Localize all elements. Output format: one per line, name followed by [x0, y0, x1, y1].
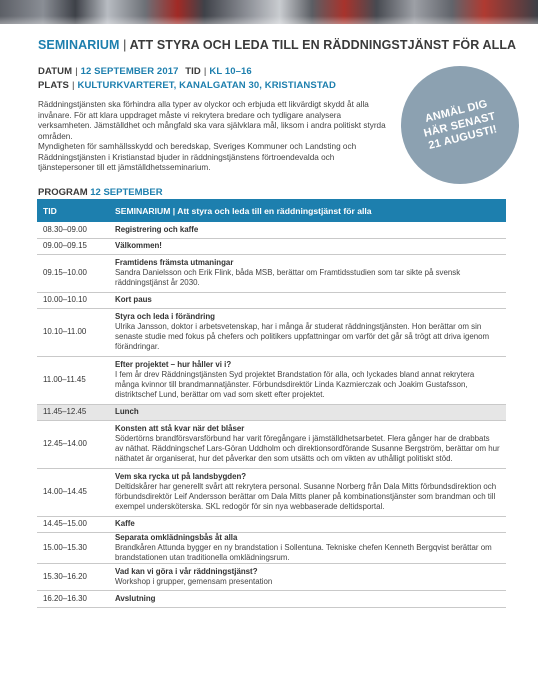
session-description: I fem år drev Räddningstjänsten Syd projektet Brandstation för alla, och lyckades bland annat rekrytera många kvinnor till brandmannatjänster. Förbundsdirektör Linda Kazmierczak och Joakim Gustafsson, distriktschef Lund, berättar om vad som skett efter projektet. — [115, 370, 475, 399]
session-description: Brandkåren Attunda bygger en ny brandstation i Sollentuna. Tekniske chefen Kenneth Bergqvist berättar om brandstationen utan traditionella omklädningsrum. — [115, 542, 492, 562]
title-seminarium: SEMINARIUM — [38, 38, 120, 52]
title-topic: ATT STYRA OCH LEDA TILL EN RÄDDNINGSTJÄNST FÖR ALLA — [129, 38, 517, 52]
row-session — [107, 420, 506, 468]
column-header-time: TID — [37, 199, 107, 222]
table-row — [37, 222, 506, 238]
session-title: Vad kan vi göra i vår räddningstjänst? — [115, 566, 258, 576]
session-title: Separata omklädningsbås åt alla — [115, 532, 238, 542]
row-time: 09.00–09.15 — [37, 238, 107, 254]
session-description: Sandra Danielsson och Erik Flink, båda MSB, berättar om Framtidsstudien som tar sikte på svensk räddningstjänst år 2030. — [115, 268, 461, 287]
program-date: 12 SEPTEMBER — [90, 187, 163, 198]
table-row — [37, 404, 506, 420]
row-session — [107, 532, 506, 563]
intro-paragraph-1: Räddningstjänsten ska förhindra alla typer av olyckor och erbjuda ett likvärdigt skydd åt alla invånare. För att klara uppdraget måste vi rekrytera bredare och tydligare analysera verksamheten. Jämställdhet och mångfald ska vara självklara mål, liksom i andra politiskt styrda områden. — [38, 100, 386, 141]
session-title: Efter projektet – hur håller vi i? — [115, 360, 232, 369]
place-value: KULTURKVARTERET, KANALGATAN 30, KRISTIANSTAD — [77, 80, 336, 91]
place-line — [38, 80, 336, 91]
session-description: Deltidskårer har generellt svårt att rekrytera personal. Susanne Norberg från Dala Mitts förbundsdirektion och förbundsdirektör Leif Andersson berättar om Dala Mitts planer på kombinationstjänster som brandman och till exempel undersköterska. SKL redogör för sin nya webbaserade deltidsportal. — [115, 482, 497, 511]
table-row — [37, 532, 506, 563]
table-row — [37, 292, 506, 308]
session-title: Styra och leda i förändring — [115, 312, 215, 321]
table-row — [37, 563, 506, 590]
session-title: Avslutning — [115, 593, 156, 603]
row-session — [107, 590, 506, 607]
schedule-body — [37, 222, 506, 607]
meta-separator: | — [71, 80, 75, 91]
row-session — [107, 404, 506, 420]
row-time: 10.10–11.00 — [37, 308, 107, 356]
place-label: PLATS — [38, 80, 69, 91]
row-time: 16.20–16.30 — [37, 590, 107, 607]
row-session — [107, 254, 506, 292]
row-time: 11.45–12.45 — [37, 404, 107, 420]
program-heading — [38, 187, 163, 198]
row-time: 15.00–15.30 — [37, 532, 107, 563]
row-session — [107, 308, 506, 356]
row-time: 09.15–10.00 — [37, 254, 107, 292]
session-title: Konsten att stå kvar när det blåser — [115, 424, 245, 433]
session-title: Vem ska rycka ut på landsbygden? — [115, 472, 247, 481]
row-session — [107, 468, 506, 516]
session-description: Workshop i grupper, gemensam presentation — [115, 576, 273, 586]
row-time: 11.00–11.45 — [37, 356, 107, 404]
table-row — [37, 590, 506, 607]
table-row — [37, 254, 506, 292]
row-time: 10.00–10.10 — [37, 292, 107, 308]
row-session — [107, 563, 506, 590]
row-session — [107, 516, 506, 532]
date-label: DATUM — [38, 66, 73, 77]
table-row — [37, 420, 506, 468]
column-header-session: SEMINARIUM | Att styra och leda till en räddningstjänst för alla — [107, 199, 506, 222]
title-separator: | — [123, 38, 127, 52]
intro-paragraph-2: Myndigheten för samhällsskydd och beredskap, Sveriges Kommuner och Landsting och Räddningstjänsten i Kristianstad bjuder in räddningstjänstens förtroendevalda och tjänstepersoner till ett jämställdhetsseminarium. — [38, 142, 357, 173]
session-title: Registrering och kaffe — [115, 224, 199, 234]
table-row — [37, 308, 506, 356]
row-time: 14.45–15.00 — [37, 516, 107, 532]
table-row — [37, 516, 506, 532]
table-row — [37, 468, 506, 516]
date-time-line — [38, 66, 252, 77]
row-time: 14.00–14.45 — [37, 468, 107, 516]
row-session — [107, 222, 506, 238]
session-description: Ulrika Jansson, doktor i arbetsvetenskap, har i många år studerat räddningstjänsten. Hon berättar om sin senaste studie med fokus på chefers och politikers uppfattningar om varför det går så trögt att driva igenom förändringar. — [115, 322, 490, 351]
register-badge-text: ANMÄL DIG HÄR SENAST 21 AUGUSTI! — [422, 97, 499, 152]
register-badge[interactable] — [401, 66, 519, 184]
row-session — [107, 238, 506, 254]
session-title: Framtidens främsta utmaningar — [115, 258, 234, 267]
row-time: 15.30–16.20 — [37, 563, 107, 590]
schedule-header-row — [37, 199, 506, 222]
session-title: Välkommen! — [115, 241, 162, 250]
table-row — [37, 356, 506, 404]
meta-separator: | — [75, 66, 78, 77]
meta-separator: | — [203, 66, 207, 77]
page-title — [38, 38, 516, 52]
row-time: 08.30–09.00 — [37, 222, 107, 238]
program-schedule-table — [37, 199, 506, 608]
table-row — [37, 238, 506, 254]
date-value: 12 SEPTEMBER 2017 — [80, 66, 179, 77]
header-photo-strip — [0, 0, 538, 24]
program-label: PROGRAM — [38, 187, 88, 198]
time-value: KL 10–16 — [209, 66, 252, 77]
time-label: TID — [185, 66, 201, 77]
session-title: Lunch — [115, 407, 139, 416]
session-title: Kaffe — [115, 519, 135, 528]
session-description: Södertörns brandförsvarsförbund har varit föregångare i jämställdhetsarbetet. Flera gånger har de drabbats av näthat. Räddningschef Lars-Göran Uddholm och direktionsordförande Susanne Bergström, berättar om hur näthatet är organiserat, hur det påverkar den som utsätts och om vikten av uthålligt politiskt stöd. — [115, 434, 500, 463]
row-session — [107, 356, 506, 404]
row-session — [107, 292, 506, 308]
row-time: 12.45–14.00 — [37, 420, 107, 468]
session-title: Kort paus — [115, 295, 152, 304]
